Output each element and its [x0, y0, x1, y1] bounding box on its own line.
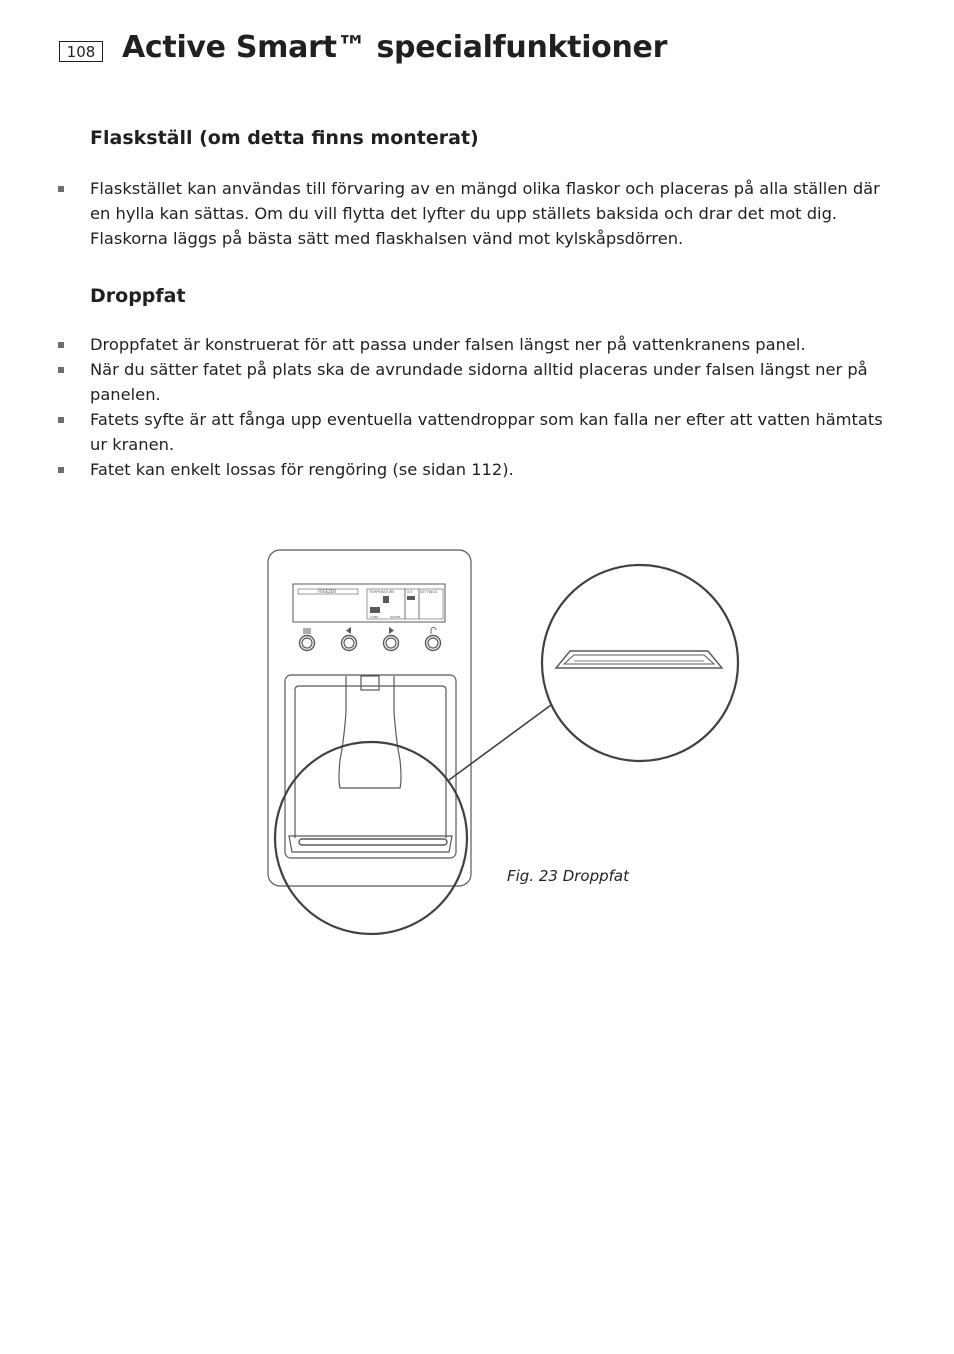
ice-label: ICE — [407, 590, 413, 594]
bullet-square-icon — [58, 186, 64, 192]
magnified-circle — [542, 565, 738, 761]
menu-button — [300, 629, 315, 651]
list-item: Flaskstället kan användas till förvaring av en mängd olika flaskor och placeras på alla ställen där en hylla kan sättas. Om du vill flytta det lyfter du upp ställets baksida och drar det mot dig. Flaskorna läggs på bästa sätt med flaskhalsen vänd mot kylskåpsdörren. — [58, 176, 898, 251]
section-heading-bottle-rack: Flaskställ (om detta finns monterat) — [90, 127, 479, 149]
magnified-drip-tray-inner — [564, 655, 714, 664]
list-item: Fatets syfte är att fånga upp eventuella vattendroppar som kan falla ner efter att vatten hämtats ur kranen. — [58, 407, 898, 457]
cube-label: CUBE — [370, 615, 379, 619]
bullet-square-icon — [58, 342, 64, 348]
highlight-circle — [275, 742, 467, 934]
bottle-rack-list — [58, 176, 898, 251]
right-arrow-icon — [389, 627, 394, 634]
drip-tray-grill — [299, 839, 447, 845]
section-heading-drip-tray: Droppfat — [90, 285, 186, 307]
dispenser-recess-inner — [295, 686, 446, 838]
list-item: Droppfatet är konstruerat för att passa under falsen längst ner på vattenkranens panel. — [58, 332, 898, 357]
dispenser-nozzle — [361, 676, 379, 690]
bullet-square-icon — [58, 467, 64, 473]
page-number: 108 — [59, 41, 103, 62]
freezer-label: FREEZER — [318, 589, 337, 594]
left-arrow-icon — [346, 627, 351, 634]
page-title: Active Smart™ specialfunktioner — [122, 30, 668, 65]
figure-caption: Fig. 23 Droppfat — [507, 867, 629, 885]
dispenser-illustration — [260, 540, 750, 940]
lock-button — [426, 628, 441, 651]
dispenser-lever — [339, 676, 401, 788]
left-arrow-button — [342, 627, 357, 651]
list-item: Fatet kan enkelt lossas för rengöring (se sidan 112). — [58, 457, 898, 482]
bullet-square-icon — [58, 367, 64, 373]
ice-indicator — [407, 596, 415, 600]
bullet-square-icon — [58, 417, 64, 423]
temperature-label: TEMPERATURE — [369, 590, 395, 594]
cube-indicator — [370, 607, 380, 613]
temperature-indicator — [383, 596, 389, 603]
right-arrow-button — [384, 627, 399, 651]
dispenser-recess-outer — [285, 675, 456, 858]
lock-icon — [431, 628, 436, 635]
drip-tray-list — [58, 332, 898, 482]
list-item: När du sätter fatet på plats ska de avrundade sidorna alltid placeras under falsen längst ner på panelen. — [58, 357, 898, 407]
leader-line — [449, 705, 551, 780]
magnified-drip-tray — [556, 651, 722, 668]
water-label: WATER — [390, 615, 401, 619]
settings-label: SETTINGS — [420, 590, 438, 594]
